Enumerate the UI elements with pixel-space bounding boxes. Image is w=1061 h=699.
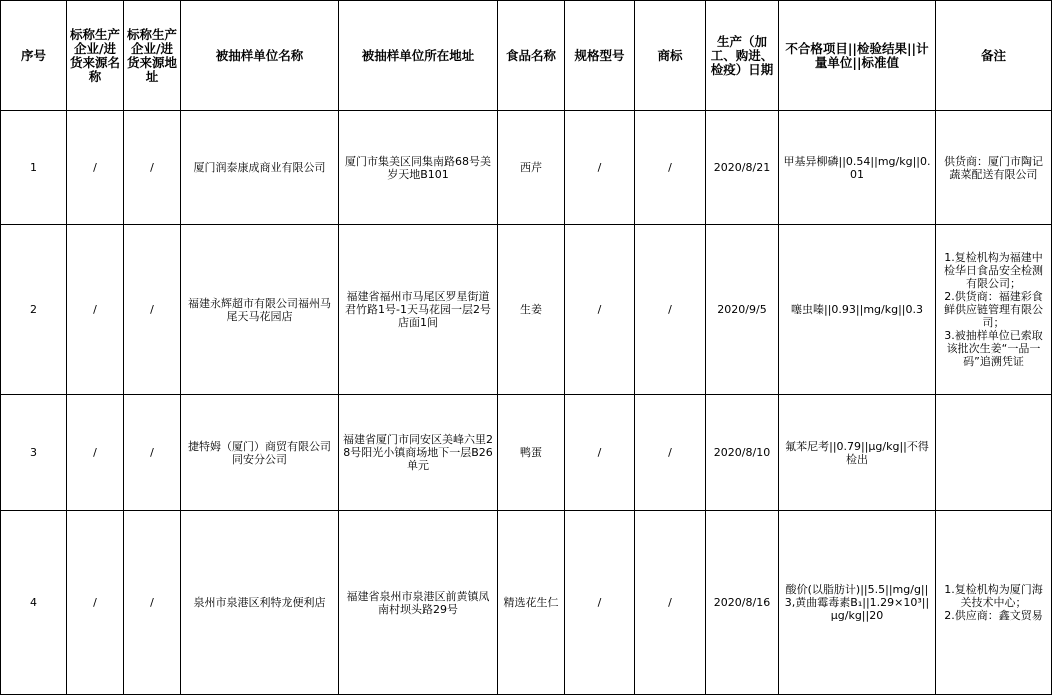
row-date: 2020/8/21 [706,111,779,225]
row-unit-addr: 福建省厦门市同安区美峰六里28号阳光小镇商场地下一层B26单元 [339,395,498,511]
header-items: 不合格项目||检验结果||计量单位||标准值 [779,1,936,111]
row-seq: 1 [1,111,67,225]
table-row [1,511,1052,695]
row-food: 西芹 [498,111,565,225]
row-unit-name: 厦门润泰康成商业有限公司 [181,111,339,225]
row-brand: / [635,111,706,225]
note-line: 供货商：厦门市陶记蔬菜配送有限公司 [944,154,1043,181]
row-brand: / [635,225,706,395]
row-items: 氟苯尼考||0.79||μg/kg||不得检出 [779,395,936,511]
header-note: 备注 [936,1,1052,111]
row-unit-name: 福建永辉超市有限公司福州马尾天马花园店 [181,225,339,395]
row-unit-name: 捷特姆（厦门）商贸有限公司同安分公司 [181,395,339,511]
table-row [1,225,1052,395]
row-note [936,111,1052,225]
row-unit-addr: 福建省福州市马尾区罗星街道君竹路1号-1天马花园一层2号店面1间 [339,225,498,395]
header-food: 食品名称 [498,1,565,111]
row-date: 2020/8/10 [706,395,779,511]
row-spec: / [565,395,635,511]
header-mfr-addr: 标称生产企业/进货来源地址 [124,1,181,111]
row-items: 甲基异柳磷||0.54||mg/kg||0.01 [779,111,936,225]
row-date: 2020/9/5 [706,225,779,395]
note-line: 1.复检机构为福建中检华日食品安全检测有限公司； [944,251,1043,290]
note-line: 2.供货商：福建彩食鲜供应链管理有限公司； [944,290,1043,329]
row-note [936,395,1052,511]
row-spec: / [565,511,635,695]
header-brand: 商标 [635,1,706,111]
row-mfr-name: / [67,511,124,695]
note-line: 1.复检机构为厦门海关技术中心； [944,583,1043,609]
row-brand: / [635,395,706,511]
row-brand: / [635,511,706,695]
header-unit-name: 被抽样单位名称 [181,1,339,111]
header-row [1,1,1052,111]
row-items: 噻虫嗪||0.93||mg/kg||0.3 [779,225,936,395]
row-seq: 4 [1,511,67,695]
row-seq: 3 [1,395,67,511]
row-unit-name: 泉州市泉港区利特龙便利店 [181,511,339,695]
row-note [936,225,1052,395]
row-food: 鸭蛋 [498,395,565,511]
header-seq: 序号 [1,1,67,111]
row-mfr-name: / [67,225,124,395]
row-food: 精选花生仁 [498,511,565,695]
row-note [936,511,1052,695]
row-mfr-addr: / [124,111,181,225]
row-mfr-addr: / [124,225,181,395]
row-date: 2020/8/16 [706,511,779,695]
header-spec: 规格型号 [565,1,635,111]
row-mfr-addr: / [124,511,181,695]
row-items: 酸价(以脂肪计)||5.5||mg/g||3,黄曲霉毒素B₁||1.29×10³||μg/kg||20 [779,511,936,695]
header-mfr-name: 标称生产企业/进货来源名称 [67,1,124,111]
row-food: 生姜 [498,225,565,395]
header-date: 生产（加工、购进、检疫）日期 [706,1,779,111]
note-line: 2.供应商：鑫文贸易 [944,609,1043,622]
row-spec: / [565,225,635,395]
row-unit-addr: 福建省泉州市泉港区前黄镇凤南村坝头路29号 [339,511,498,695]
table-row [1,395,1052,511]
header-unit-addr: 被抽样单位所在地址 [339,1,498,111]
row-spec: / [565,111,635,225]
note-line: 3.被抽样单位已索取该批次生姜“一品一码”追溯凭证 [944,329,1043,368]
row-mfr-addr: / [124,395,181,511]
row-seq: 2 [1,225,67,395]
row-mfr-name: / [67,395,124,511]
row-unit-addr: 厦门市集美区同集南路68号美岁天地B101 [339,111,498,225]
row-mfr-name: / [67,111,124,225]
table-row [1,111,1052,225]
